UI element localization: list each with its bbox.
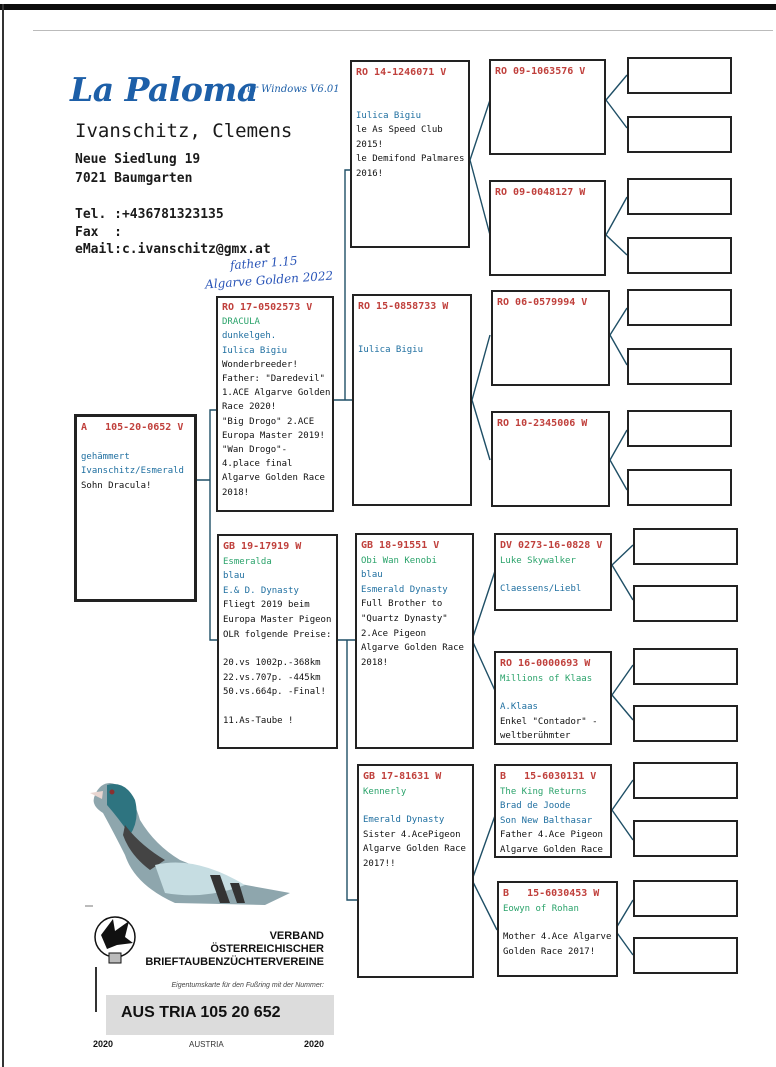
owner-phone: Tel. :+436781323135 xyxy=(75,207,224,222)
breeder: Iulica Bigiu xyxy=(356,110,422,121)
ring-number: RO 10-2345006 W xyxy=(497,418,588,429)
note-line: Full Brother to xyxy=(361,599,443,610)
ring-number: RO 15-0858733 W xyxy=(358,301,449,312)
handwritten-note-line1: father 1.15 xyxy=(229,253,298,273)
ring-number: B 15-6030131 V xyxy=(500,771,597,782)
note-line: 1.ACE Algarve Golden xyxy=(222,388,331,399)
connector-gp1 xyxy=(470,100,490,235)
empty-ancestor-box[interactable] xyxy=(627,116,732,153)
note-line: Father 4.Ace Pigeon xyxy=(500,830,603,841)
scan-top-edge xyxy=(0,4,776,10)
pigeon-name: The King Returns xyxy=(500,786,587,797)
note-line: OLR folgende Preise: xyxy=(223,629,332,640)
pigeon-name: DRACULA xyxy=(222,317,260,328)
card-staple xyxy=(95,967,97,1012)
card-ring-number: AUS TRIA 105 20 652 xyxy=(121,1004,281,1021)
ring-number: GB 19-17919 W xyxy=(223,541,302,552)
card-year-left: 2020 xyxy=(93,1039,114,1049)
pigeon-name: Eowyn of Rohan xyxy=(503,903,579,914)
result-line: 20.vs 1002p.-368km xyxy=(223,658,321,669)
app-version: für Windows V6.01 xyxy=(243,84,340,95)
address-street: Neue Siedlung 19 xyxy=(75,152,201,167)
note-line: "Big Drogo" 2.ACE xyxy=(222,416,315,427)
note-line: Fliegt 2019 beim xyxy=(223,600,310,611)
note-line: Algarve Golden Race xyxy=(363,844,466,855)
empty-ancestor-box[interactable] xyxy=(627,469,732,506)
note-line: Golden Race 2017! xyxy=(503,946,596,957)
card-title-line: ÖSTERREICHISCHER xyxy=(210,943,324,955)
pigeon-name: Esmeralda xyxy=(223,556,272,567)
pigeon-color: blau xyxy=(361,570,383,581)
note-line: Father: "Daredevil" xyxy=(222,374,325,385)
connector-ggp xyxy=(610,430,627,490)
result-line: 50.vs.664p. -Final! xyxy=(223,687,326,698)
empty-ancestor-box[interactable] xyxy=(633,585,738,622)
card-year-right: 2020 xyxy=(303,1039,324,1049)
card-subtitle: Eigentumskarte für den Fußring mit der Nummer: xyxy=(171,982,324,989)
subject-pigeon-box[interactable] xyxy=(74,414,197,602)
note-line: Algarve Golden Race xyxy=(361,643,464,654)
note-line: 2017!! xyxy=(363,858,396,869)
empty-ancestor-box[interactable] xyxy=(633,880,738,917)
note-line: 2018! xyxy=(222,487,250,498)
ring-number: RO 16-0000693 W xyxy=(500,658,591,669)
scan-left-edge xyxy=(2,4,4,1067)
connector-ggp xyxy=(612,665,633,720)
note-line: Enkel "Contador" - xyxy=(500,716,598,727)
ring-number: RO 06-0579994 V xyxy=(497,297,588,308)
pigeon-illustration xyxy=(85,775,300,910)
great-grandparent-box[interactable] xyxy=(497,881,618,977)
empty-ancestor-box[interactable] xyxy=(627,178,732,215)
breeder: Iulica Bigiu xyxy=(358,344,424,355)
great-grandparent-box[interactable] xyxy=(489,59,606,155)
connector-ggp xyxy=(606,197,627,255)
connector-subject xyxy=(196,410,218,640)
connector-ggp xyxy=(606,75,627,128)
ownership-card xyxy=(93,905,338,1060)
empty-ancestor-box[interactable] xyxy=(633,705,738,742)
note-line: 2016! xyxy=(356,168,384,179)
note-line: le Demifond Palmares xyxy=(356,154,465,165)
card-title-line: BRIEFTAUBENZÜCHTERVEREINE xyxy=(145,956,324,968)
ring-number: RO 09-1063576 V xyxy=(495,66,586,77)
great-grandparent-box[interactable] xyxy=(489,180,606,276)
empty-ancestor-box[interactable] xyxy=(627,410,732,447)
subject-note: Sohn Dracula! xyxy=(81,480,152,491)
note-line: 11.As-Taube ! xyxy=(223,715,294,726)
note-line: Race 2020! xyxy=(222,402,277,413)
pigeon-name: Kennerly xyxy=(363,786,407,797)
pigeon-name: Millions of Klaas xyxy=(500,673,593,684)
handwritten-note-line2: Algarve Golden 2022 xyxy=(204,268,334,292)
address-city: 7021 Baumgarten xyxy=(75,171,193,186)
pigeon-color: dunkelgeh. xyxy=(222,331,277,342)
dam-box[interactable] xyxy=(217,534,338,749)
subject-line: Ivanschitz/Esmerald xyxy=(81,466,184,477)
empty-ancestor-box[interactable] xyxy=(627,289,732,326)
pigeon-name: Obi Wan Kenobi xyxy=(361,555,437,566)
note-line: Europa Master 2019! xyxy=(222,430,325,441)
note-line: 4.place final xyxy=(222,459,293,470)
note-line: le As Speed Club xyxy=(356,125,443,136)
breeder: Esmerald Dynasty xyxy=(361,584,448,595)
owner-name: Ivanschitz, Clemens xyxy=(75,120,293,142)
ring-number: B 15-6030453 W xyxy=(503,888,600,899)
empty-ancestor-box[interactable] xyxy=(633,762,738,799)
card-title xyxy=(145,930,324,969)
breeder: E.& D. Dynasty xyxy=(223,585,299,596)
note-line: Wonderbreeder! xyxy=(222,359,298,370)
ring-number: A 105-20-0652 V xyxy=(81,422,184,433)
pigeon-name: Luke Skywalker xyxy=(500,555,576,566)
empty-ancestor-box[interactable] xyxy=(627,57,732,94)
breeder: Claessens/Liebl xyxy=(500,584,582,595)
connector-ggp xyxy=(610,308,627,365)
note-line: Algarve Golden Race xyxy=(222,473,325,484)
ring-number: GB 18-91551 V xyxy=(361,540,440,551)
grandsire-maternal-box[interactable] xyxy=(355,533,474,749)
pedigree-line: Son New Balthasar xyxy=(500,815,593,826)
result-line: 22.vs.707p. -445km xyxy=(223,672,321,683)
app-logo: La Paloma xyxy=(70,70,258,109)
great-grandparent-box[interactable] xyxy=(494,651,612,745)
note-line: 2015! xyxy=(356,139,384,150)
great-grandparent-box[interactable] xyxy=(491,411,610,507)
note-line: Europa Master Pigeon xyxy=(223,614,332,625)
subject-line: gehämmert xyxy=(81,451,130,462)
breeder: A.Klaas xyxy=(500,702,538,713)
note-line: "Quartz Dynasty" xyxy=(361,613,448,624)
ring-number: RO 17-0502573 V xyxy=(222,302,313,313)
note-line: 2.Ace Pigeon xyxy=(361,628,427,639)
ring-number: RO 14-1246071 V xyxy=(356,67,447,78)
note-line: weltberühmter xyxy=(500,731,571,742)
ring-number: DV 0273-16-0828 V xyxy=(500,540,603,551)
grandsire-paternal-box[interactable] xyxy=(350,60,470,248)
empty-ancestor-box[interactable] xyxy=(627,348,732,385)
breeder: Brad de Joode xyxy=(500,801,571,812)
breeder: Emerald Dynasty xyxy=(363,815,445,826)
federation-emblem-icon xyxy=(93,913,141,968)
ring-number: GB 17-81631 W xyxy=(363,771,442,782)
note-line: Mother 4.Ace Algarve xyxy=(503,932,612,943)
note-line: Sister 4.AcePigeon xyxy=(363,829,461,840)
card-title-line: VERBAND xyxy=(269,930,324,942)
divider-line xyxy=(33,30,773,31)
breeder: Iulica Bigiu xyxy=(222,345,288,356)
connector-gp2 xyxy=(472,335,490,460)
empty-ancestor-box[interactable] xyxy=(633,648,738,685)
great-grandparent-box[interactable] xyxy=(491,290,610,386)
great-grandparent-box[interactable] xyxy=(494,764,612,858)
owner-fax: Fax : xyxy=(75,225,122,240)
sire-box[interactable] xyxy=(216,296,334,512)
pigeon-color: blau xyxy=(223,571,245,582)
connector-ggp xyxy=(612,545,633,600)
note-line: 2018! xyxy=(361,657,389,668)
great-grandparent-box[interactable] xyxy=(494,533,612,611)
empty-ancestor-box[interactable] xyxy=(633,820,738,857)
note-line: Algarve Golden Race xyxy=(500,844,603,855)
granddam-maternal-box[interactable] xyxy=(357,764,474,978)
ring-number: RO 09-0048127 W xyxy=(495,187,586,198)
empty-ancestor-box[interactable] xyxy=(627,237,732,274)
connector-ggp xyxy=(612,780,633,840)
card-country: AUSTRIA xyxy=(189,1040,224,1049)
empty-ancestor-box[interactable] xyxy=(633,528,738,565)
note-line: "Wan Drogo"- xyxy=(222,445,288,456)
owner-email: eMail:c.ivanschitz@gmx.at xyxy=(75,242,271,257)
empty-ancestor-box[interactable] xyxy=(633,937,738,974)
granddam-paternal-box[interactable] xyxy=(352,294,472,506)
